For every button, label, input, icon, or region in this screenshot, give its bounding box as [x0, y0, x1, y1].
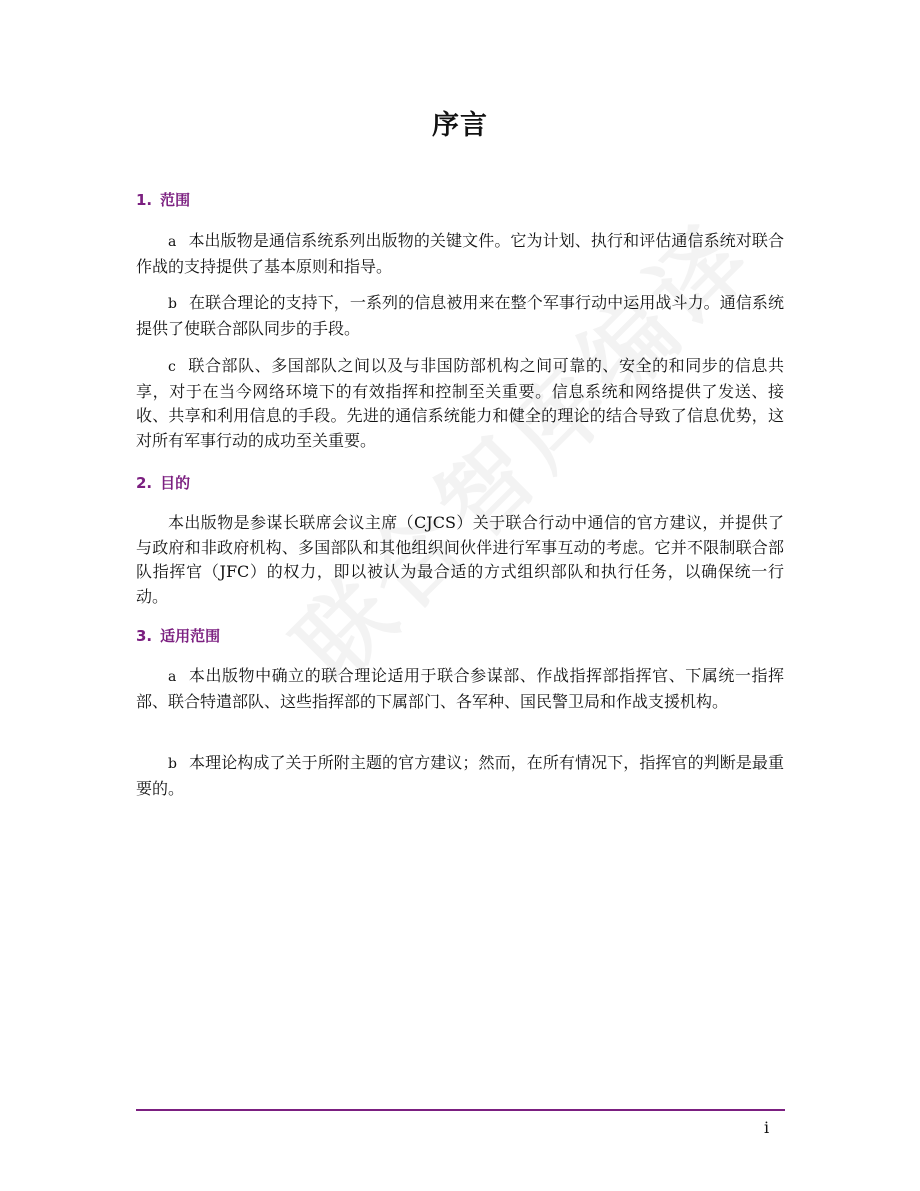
- paragraph-1b: [136, 291, 784, 341]
- paragraph-text: 本出版物是参谋长联席会议主席（CJCS）关于联合行动中通信的官方建议，并提供了与政府和非政府机构、多国部队和其他组织间伙伴进行军事互动的考虑。它并不限制联合部队指挥官（JFC）的权力，即以被认为最合适的方式组织部队和执行任务，以确保统一行动。: [136, 513, 784, 606]
- paragraph-marker: a: [168, 669, 177, 685]
- paragraph-text: 本理论构成了关于所附主题的官方建议；然而，在所有情况下，指挥官的判断是最重要的。: [136, 753, 784, 798]
- paragraph-2: [136, 511, 784, 609]
- paragraph-3b: [136, 751, 784, 801]
- paragraph-marker: b: [168, 296, 177, 312]
- paragraph-1c: [136, 354, 784, 453]
- footer-divider: [136, 1109, 785, 1111]
- paragraph-marker: c: [168, 359, 176, 375]
- section-3-heading: [136, 625, 220, 646]
- section-number: 1.: [136, 191, 153, 209]
- section-2-heading: [136, 472, 190, 493]
- paragraph-text: 本出版物是通信系统系列出版物的关键文件。它为计划、执行和评估通信系统对联合作战的支持提供了基本原则和指导。: [136, 231, 784, 276]
- paragraph-text: 联合部队、多国部队之间以及与非国防部机构之间可靠的、安全的和同步的信息共享，对于在当今网络环境下的有效指挥和控制至关重要。信息系统和网络提供了发送、接收、共享和利用信息的手段。先进的通信系统能力和健全的理论的结合导致了信息优势，这对所有军事行动的成功至关重要。: [136, 356, 784, 450]
- paragraph-text: 在联合理论的支持下，一系列的信息被用来在整个军事行动中运用战斗力。通信系统提供了使联合部队同步的手段。: [136, 293, 784, 338]
- section-number: 2.: [136, 474, 153, 492]
- paragraph-1a: [136, 229, 784, 279]
- section-title: 目的: [160, 474, 191, 492]
- paragraph-3a: [136, 664, 784, 714]
- paragraph-text: 本出版物中确立的联合理论适用于联合参谋部、作战指挥部指挥官、下属统一指挥部、联合特遣部队、这些指挥部的下属部门、各军种、国民警卫局和作战支援机构。: [136, 666, 784, 711]
- page-number: i: [764, 1118, 770, 1137]
- paragraph-marker: b: [168, 756, 177, 772]
- section-title: 范围: [160, 191, 191, 209]
- section-title: 适用范围: [160, 627, 221, 645]
- page-title: 序言: [432, 110, 488, 141]
- section-number: 3.: [136, 627, 153, 645]
- paragraph-marker: a: [168, 234, 177, 250]
- section-1-heading: [136, 189, 190, 210]
